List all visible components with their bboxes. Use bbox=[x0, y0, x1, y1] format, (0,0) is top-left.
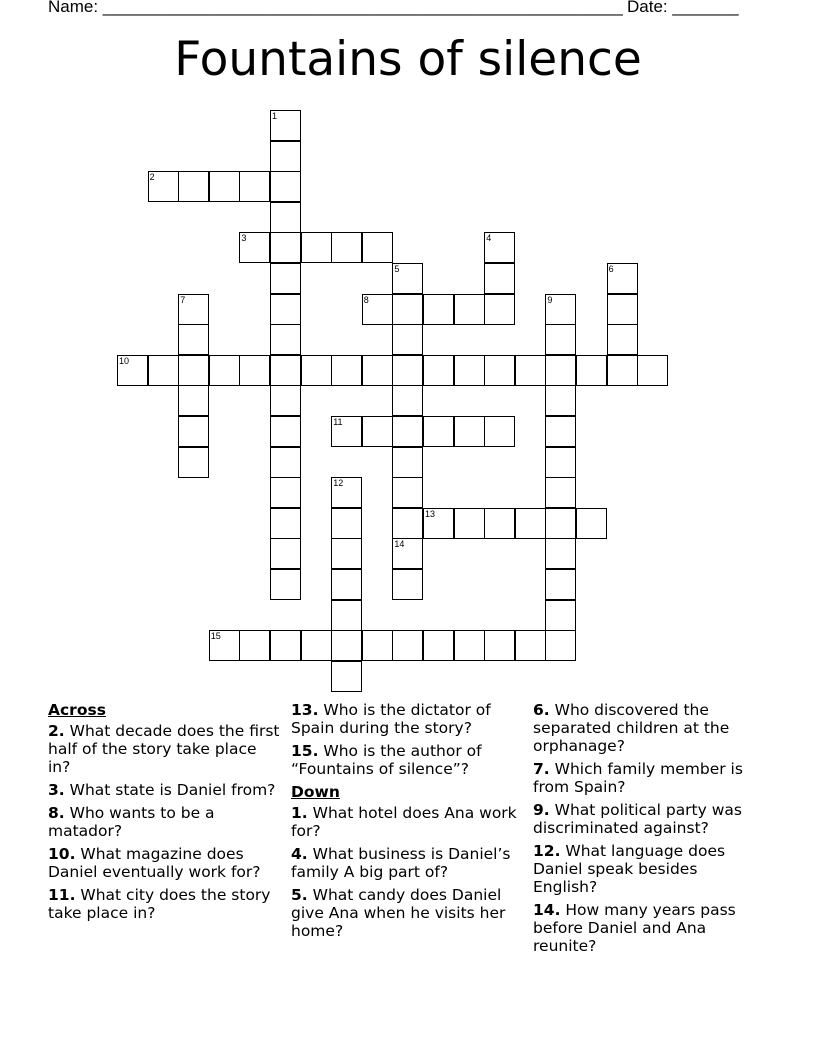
grid-cell[interactable] bbox=[148, 355, 179, 386]
grid-cell[interactable] bbox=[423, 294, 454, 325]
grid-cell[interactable] bbox=[484, 508, 515, 539]
clue-text: What decade does the first half of the story take place in? bbox=[48, 722, 280, 776]
clue-down-6 bbox=[533, 701, 765, 755]
clue-number: 2. bbox=[48, 722, 65, 740]
cell-number: 5 bbox=[394, 264, 400, 274]
grid-cell[interactable] bbox=[270, 416, 301, 447]
clue-text: What hotel does Ana work for? bbox=[291, 804, 517, 840]
cell-number: 10 bbox=[119, 355, 130, 366]
grid-cell[interactable] bbox=[178, 416, 209, 447]
grid-cell[interactable] bbox=[209, 630, 240, 661]
clue-number: 9. bbox=[533, 801, 550, 819]
grid-cell[interactable] bbox=[239, 232, 270, 263]
grid-cell[interactable] bbox=[270, 141, 301, 172]
grid-cell[interactable] bbox=[270, 232, 301, 263]
clue-number: 4. bbox=[291, 845, 308, 863]
grid-cell[interactable] bbox=[331, 232, 362, 263]
grid-cell[interactable] bbox=[270, 538, 301, 569]
grid-cell[interactable] bbox=[301, 232, 332, 263]
clue-number: 15. bbox=[291, 742, 319, 760]
clue-number: 3. bbox=[48, 781, 65, 799]
grid-cell[interactable] bbox=[545, 324, 576, 355]
grid-cell[interactable] bbox=[607, 324, 638, 355]
clue-text: How many years pass before Daniel and Ana reunite? bbox=[533, 901, 736, 955]
cell-number: 12 bbox=[333, 478, 344, 489]
clue-text: What state is Daniel from? bbox=[69, 781, 276, 799]
clue-text: What magazine does Daniel eventually work for? bbox=[48, 845, 261, 881]
grid-cell[interactable] bbox=[484, 416, 515, 447]
cell-number: 11 bbox=[333, 417, 343, 427]
clue-text: What city does the story take place in? bbox=[48, 886, 271, 922]
grid-cell[interactable] bbox=[607, 355, 638, 386]
cell-number: 7 bbox=[180, 294, 186, 305]
grid-cell[interactable] bbox=[484, 294, 515, 325]
grid-cell[interactable] bbox=[545, 416, 576, 447]
grid-cell[interactable] bbox=[392, 508, 423, 539]
clue-number: 1. bbox=[291, 804, 308, 822]
grid-cell[interactable] bbox=[454, 630, 485, 661]
grid-cell[interactable] bbox=[545, 508, 576, 539]
grid-cell[interactable] bbox=[545, 447, 576, 478]
grid-cell[interactable] bbox=[270, 202, 301, 233]
grid-cell[interactable] bbox=[423, 630, 454, 661]
clue-number: 14. bbox=[533, 901, 561, 919]
grid-cell[interactable] bbox=[331, 569, 362, 600]
across-heading: Across bbox=[48, 701, 106, 719]
grid-cell[interactable] bbox=[454, 416, 485, 447]
grid-cell[interactable] bbox=[270, 569, 301, 600]
clue-number: 10. bbox=[48, 845, 76, 863]
cell-number: 8 bbox=[363, 294, 369, 305]
date-field[interactable]: Date: _______ bbox=[627, 0, 739, 16]
grid-cell[interactable] bbox=[270, 171, 301, 202]
grid-cell[interactable] bbox=[484, 630, 515, 661]
clue-across-8 bbox=[48, 804, 280, 840]
grid-cell[interactable] bbox=[392, 569, 423, 600]
cell-number: 4 bbox=[486, 233, 492, 244]
grid-cell[interactable] bbox=[392, 538, 423, 569]
grid-cell[interactable] bbox=[392, 630, 423, 661]
grid-cell[interactable] bbox=[392, 385, 423, 416]
grid-cell[interactable] bbox=[239, 171, 270, 202]
down-heading: Down bbox=[291, 783, 340, 801]
cell-number: 6 bbox=[608, 264, 614, 274]
grid-cell[interactable] bbox=[392, 477, 423, 508]
grid-cell[interactable] bbox=[331, 600, 362, 631]
grid-cell[interactable] bbox=[392, 263, 423, 294]
grid-cell[interactable] bbox=[270, 324, 301, 355]
clue-text: Which family member is from Spain? bbox=[533, 760, 743, 796]
clue-down-12 bbox=[533, 842, 765, 896]
clue-column-2 bbox=[291, 701, 523, 945]
grid-cell[interactable] bbox=[484, 263, 515, 294]
grid-cell[interactable] bbox=[362, 294, 393, 325]
clue-text: Who is the dictator of Spain during the story? bbox=[291, 701, 491, 737]
grid-cell[interactable] bbox=[270, 508, 301, 539]
grid-cell[interactable] bbox=[545, 385, 576, 416]
grid-cell[interactable] bbox=[576, 508, 607, 539]
grid-cell[interactable] bbox=[515, 508, 546, 539]
grid-cell[interactable] bbox=[545, 569, 576, 600]
grid-cell[interactable] bbox=[270, 294, 301, 325]
cell-number: 3 bbox=[241, 233, 247, 244]
grid-cell[interactable] bbox=[423, 355, 454, 386]
clue-number: 8. bbox=[48, 804, 65, 822]
grid-cell[interactable] bbox=[545, 294, 576, 325]
clue-number: 7. bbox=[533, 760, 550, 778]
grid-cell[interactable] bbox=[362, 355, 393, 386]
grid-cell[interactable] bbox=[423, 508, 454, 539]
grid-cell[interactable] bbox=[301, 355, 332, 386]
clue-down-9 bbox=[533, 801, 765, 837]
grid-cell[interactable] bbox=[178, 385, 209, 416]
grid-cell[interactable] bbox=[392, 294, 423, 325]
grid-cell[interactable] bbox=[484, 355, 515, 386]
grid-cell[interactable] bbox=[545, 355, 576, 386]
cell-number: 1 bbox=[272, 111, 278, 121]
grid-cell[interactable] bbox=[454, 508, 485, 539]
grid-cell[interactable] bbox=[362, 630, 393, 661]
clue-text: What candy does Daniel give Ana when he visits her home? bbox=[291, 886, 506, 940]
grid-cell[interactable] bbox=[607, 263, 638, 294]
grid-cell[interactable] bbox=[331, 661, 362, 692]
clue-number: 11. bbox=[48, 886, 76, 904]
cell-number: 9 bbox=[547, 294, 553, 305]
clue-column-3 bbox=[533, 701, 765, 960]
grid-cell[interactable] bbox=[454, 355, 485, 386]
clue-down-14 bbox=[533, 901, 765, 955]
grid-cell[interactable] bbox=[270, 263, 301, 294]
grid-cell[interactable] bbox=[515, 630, 546, 661]
grid-cell[interactable] bbox=[484, 232, 515, 263]
clue-number: 13. bbox=[291, 701, 319, 719]
clue-down-4 bbox=[291, 845, 523, 881]
clue-number: 5. bbox=[291, 886, 308, 904]
clue-across-10 bbox=[48, 845, 280, 881]
cell-number: 15 bbox=[210, 631, 221, 642]
grid-cell[interactable] bbox=[270, 385, 301, 416]
clue-number: 6. bbox=[533, 701, 550, 719]
grid-cell[interactable] bbox=[423, 416, 454, 447]
grid-cell[interactable] bbox=[270, 110, 301, 141]
grid-cell[interactable] bbox=[331, 416, 362, 447]
grid-cell[interactable] bbox=[362, 232, 393, 263]
clue-across-13 bbox=[291, 701, 523, 737]
grid-cell[interactable] bbox=[515, 355, 546, 386]
clue-across-11 bbox=[48, 886, 280, 922]
clue-text: What business is Daniel’s family A big part of? bbox=[291, 845, 511, 881]
grid-cell[interactable] bbox=[178, 447, 209, 478]
cell-number: 2 bbox=[149, 172, 155, 183]
clue-column-1 bbox=[48, 701, 280, 927]
grid-cell[interactable] bbox=[178, 171, 209, 202]
grid-cell[interactable] bbox=[239, 355, 270, 386]
clue-down-5 bbox=[291, 886, 523, 940]
grid-cell[interactable] bbox=[607, 294, 638, 325]
grid-cell[interactable] bbox=[576, 355, 607, 386]
clue-text: Who discovered the separated children at the orphanage? bbox=[533, 701, 730, 755]
grid-cell[interactable] bbox=[392, 416, 423, 447]
grid-cell[interactable] bbox=[392, 447, 423, 478]
grid-cell[interactable] bbox=[270, 630, 301, 661]
grid-cell[interactable] bbox=[239, 630, 270, 661]
grid-cell[interactable] bbox=[178, 324, 209, 355]
clue-across-3 bbox=[48, 781, 280, 799]
grid-cell[interactable] bbox=[331, 538, 362, 569]
clue-text: Who wants to be a matador? bbox=[48, 804, 215, 840]
clue-down-1 bbox=[291, 804, 523, 840]
grid-cell[interactable] bbox=[545, 477, 576, 508]
clue-number: 12. bbox=[533, 842, 561, 860]
grid-cell[interactable] bbox=[362, 416, 393, 447]
grid-cell[interactable] bbox=[637, 355, 668, 386]
cell-number: 13 bbox=[425, 508, 436, 519]
clue-text: What political party was discriminated against? bbox=[533, 801, 742, 837]
grid-cell[interactable] bbox=[301, 630, 332, 661]
grid-cell[interactable] bbox=[454, 294, 485, 325]
grid-cell[interactable] bbox=[545, 600, 576, 631]
grid-cell[interactable] bbox=[545, 630, 576, 661]
grid-cell[interactable] bbox=[209, 171, 240, 202]
grid-cell[interactable] bbox=[331, 355, 362, 386]
grid-cell[interactable] bbox=[148, 171, 179, 202]
grid-cell[interactable] bbox=[331, 630, 362, 661]
name-field[interactable]: Name: _______________________________________________________ bbox=[48, 0, 623, 16]
clue-across-15 bbox=[291, 742, 523, 778]
puzzle-title: Fountains of silence bbox=[174, 32, 642, 87]
grid-cell[interactable] bbox=[545, 538, 576, 569]
grid-cell[interactable] bbox=[178, 294, 209, 325]
grid-cell[interactable] bbox=[270, 477, 301, 508]
grid-cell[interactable] bbox=[270, 355, 301, 386]
grid-cell[interactable] bbox=[331, 477, 362, 508]
grid-cell[interactable] bbox=[331, 508, 362, 539]
grid-cell[interactable] bbox=[117, 355, 148, 386]
grid-cell[interactable] bbox=[270, 447, 301, 478]
grid-cell[interactable] bbox=[178, 355, 209, 386]
clue-text: What language does Daniel speak besides English? bbox=[533, 842, 726, 896]
clue-across-2 bbox=[48, 722, 280, 776]
clue-text: Who is the author of “Fountains of silence”? bbox=[291, 742, 482, 778]
clue-down-7 bbox=[533, 760, 765, 796]
cell-number: 14 bbox=[394, 539, 405, 550]
grid-cell[interactable] bbox=[392, 324, 423, 355]
grid-cell[interactable] bbox=[209, 355, 240, 386]
grid-cell[interactable] bbox=[392, 355, 423, 386]
